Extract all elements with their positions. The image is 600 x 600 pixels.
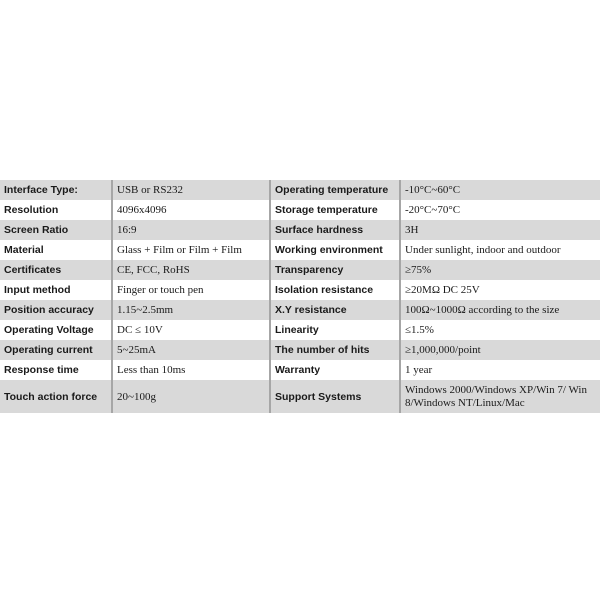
spec-value: ≤1.5% [400,320,600,340]
spec-label: Support Systems [270,380,400,413]
spec-label: Storage temperature [270,200,400,220]
spec-row [0,260,600,280]
spec-value: 4096x4096 [112,200,270,220]
spec-table [0,180,600,413]
spec-value: 5~25mA [112,340,270,360]
spec-label: Screen Ratio [0,220,112,240]
spec-value: ≥75% [400,260,600,280]
spec-row [0,320,600,340]
spec-value: -10°C~60°C [400,180,600,200]
spec-label: Input method [0,280,112,300]
spec-value: Less than 10ms [112,360,270,380]
spec-value: 3H [400,220,600,240]
spec-value: 100Ω~1000Ω according to the size [400,300,600,320]
spec-value: DC ≤ 10V [112,320,270,340]
spec-value: Finger or touch pen [112,280,270,300]
spec-label: Resolution [0,200,112,220]
spec-value: 16:9 [112,220,270,240]
spec-label: Working environment [270,240,400,260]
spec-label: Linearity [270,320,400,340]
spec-label: Interface Type: [0,180,112,200]
spec-value: Glass + Film or Film + Film [112,240,270,260]
spec-row [0,220,600,240]
spec-label: Transparency [270,260,400,280]
spec-label: Material [0,240,112,260]
spec-label: Certificates [0,260,112,280]
spec-label: Operating temperature [270,180,400,200]
spec-row [0,340,600,360]
spec-row [0,280,600,300]
spec-label: Response time [0,360,112,380]
spec-label: Surface hardness [270,220,400,240]
spec-label: Warranty [270,360,400,380]
spec-row [0,380,600,413]
spec-value: ≥20MΩ DC 25V [400,280,600,300]
spec-row [0,200,600,220]
spec-label: Touch action force [0,380,112,413]
spec-value: -20°C~70°C [400,200,600,220]
spec-row [0,360,600,380]
spec-value: Windows 2000/Windows XP/Win 7/ Win 8/Windows NT/Linux/Mac [400,380,600,413]
spec-value: ≥1,000,000/point [400,340,600,360]
spec-row [0,300,600,320]
spec-label: Isolation resistance [270,280,400,300]
spec-value: USB or RS232 [112,180,270,200]
spec-value: 1.15~2.5mm [112,300,270,320]
spec-row [0,240,600,260]
spec-value: 20~100g [112,380,270,413]
spec-value: 1 year [400,360,600,380]
spec-label: Position accuracy [0,300,112,320]
spec-value: CE, FCC, RoHS [112,260,270,280]
spec-label: X.Y resistance [270,300,400,320]
spec-label: The number of hits [270,340,400,360]
spec-label: Operating Voltage [0,320,112,340]
spec-table-body [0,180,600,413]
spec-value: Under sunlight, indoor and outdoor [400,240,600,260]
spec-label: Operating current [0,340,112,360]
spec-row [0,180,600,200]
